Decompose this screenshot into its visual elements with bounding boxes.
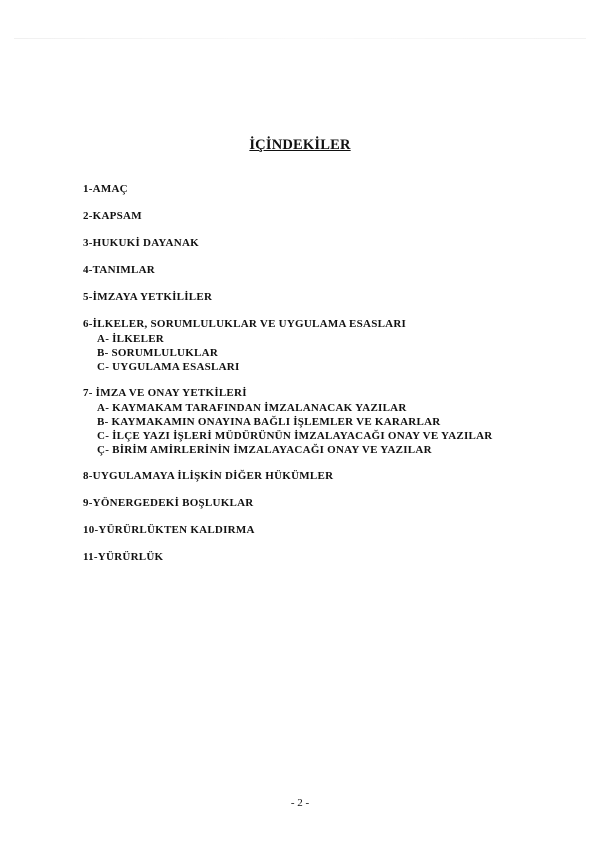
scan-artifact-line — [14, 38, 586, 39]
toc-subitem: C- UYGULAMA ESASLARI — [97, 360, 240, 373]
toc-subitem: B- KAYMAKAMIN ONAYINA BAĞLI İŞLEMLER VE KARARLAR — [97, 415, 441, 428]
toc-entry-label: 5-İMZAYA YETKİLİLER — [83, 291, 213, 303]
toc-entry-label: 7- İMZA VE ONAY YETKİLERİ — [83, 387, 247, 399]
page-number: - 2 - — [290, 797, 310, 809]
toc-entry-label: 1-AMAÇ — [83, 183, 128, 195]
toc-entry-label: 9-YÖNERGEDEKİ BOŞLUKLAR — [83, 497, 254, 509]
toc-entry-3 — [83, 237, 563, 251]
toc-entry-label: 10-YÜRÜRLÜKTEN KALDIRMA — [83, 524, 255, 536]
table-of-contents — [83, 183, 563, 565]
toc-subitem: A- İLKELER — [97, 332, 164, 345]
toc-entry-label: 2-KAPSAM — [83, 210, 142, 222]
toc-entry-label: 8-UYGULAMAYA İLİŞKİN DİĞER HÜKÜMLER — [83, 470, 334, 482]
toc-subitem: Ç- BİRİM AMİRLERİNİN İMZALAYACAĞI ONAY VE YAZILAR — [97, 443, 432, 456]
toc-entry-label: 11-YÜRÜRLÜK — [83, 551, 164, 563]
toc-subitem: B- SORUMLULUKLAR — [97, 346, 219, 359]
toc-entry-11 — [83, 551, 563, 565]
toc-entry-1 — [83, 183, 563, 197]
toc-entry-label: 4-TANIMLAR — [83, 264, 155, 276]
toc-entry-6 — [83, 318, 563, 374]
toc-entry-9 — [83, 497, 563, 511]
toc-entry-5 — [83, 291, 563, 305]
toc-subitem: A- KAYMAKAM TARAFINDAN İMZALANACAK YAZILAR — [97, 401, 407, 414]
toc-entry-label: 6-İLKELER, SORUMLULUKLAR VE UYGULAMA ESASLARI — [83, 318, 407, 330]
toc-entry-label: 3-HUKUKİ DAYANAK — [83, 237, 199, 249]
toc-entry-8 — [83, 470, 563, 484]
toc-entry-10 — [83, 524, 563, 538]
page-title: İÇİNDEKİLER — [249, 137, 351, 153]
toc-entry-2 — [83, 210, 563, 224]
toc-entry-7 — [83, 387, 563, 457]
toc-subitem: C- İLÇE YAZI İŞLERİ MÜDÜRÜNÜN İMZALAYACAĞI ONAY VE YAZILAR — [97, 429, 493, 442]
toc-entry-4 — [83, 264, 563, 278]
